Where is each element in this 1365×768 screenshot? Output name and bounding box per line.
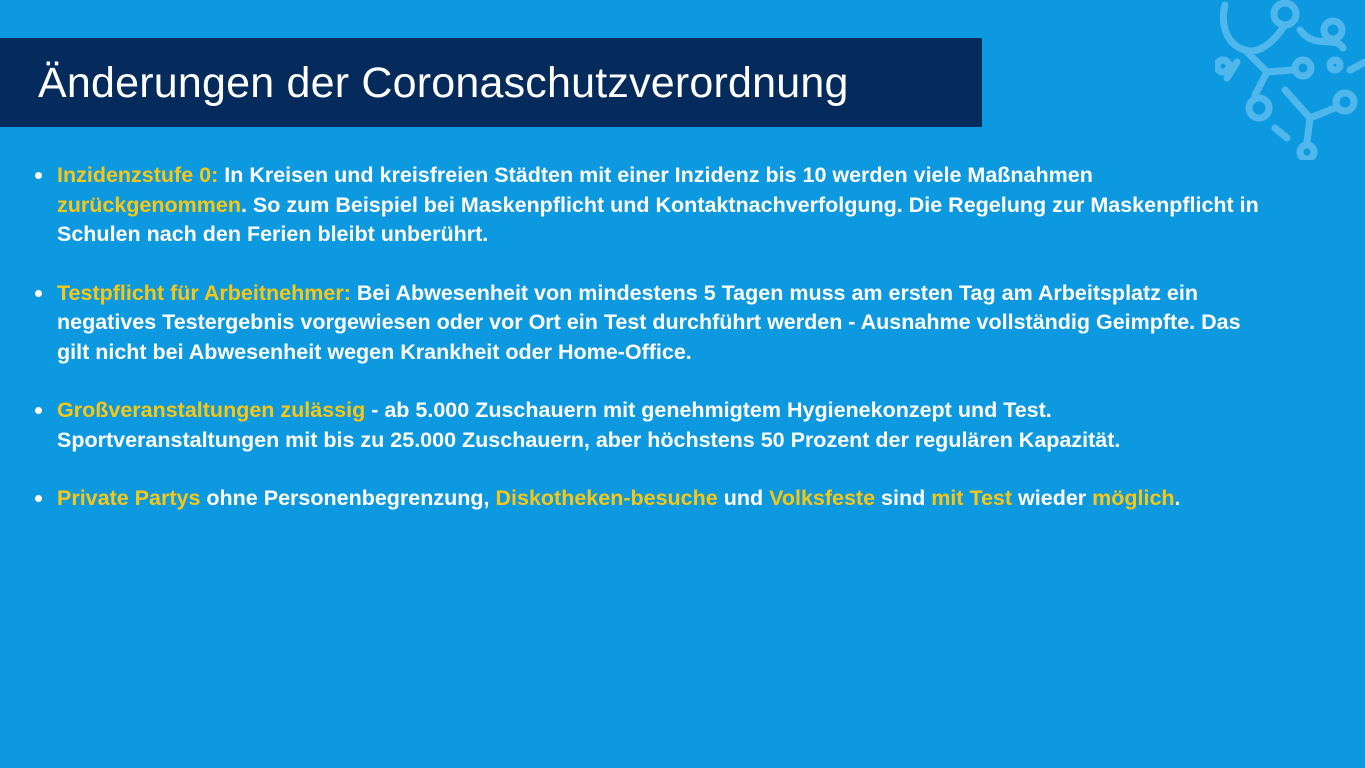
bullet-dot-icon (35, 290, 42, 297)
bullet-item (32, 484, 1262, 514)
bullet-dot-icon (35, 407, 42, 414)
highlighted-text: Diskotheken-besuche (495, 486, 718, 510)
bullet-dot-icon (35, 172, 42, 179)
bullet-text: sind (875, 486, 932, 510)
bullet-item (32, 279, 1262, 368)
bullet-text: ohne Personenbegrenzung, (200, 486, 496, 510)
bullet-text: - ab 5.000 Zuschauern mit genehmigtem Hygienekonzept und Test. Sportveranstaltungen mit bis zu 25.000 Zuschauern, aber höchstens 50 Prozent der regulären Kapazität. (57, 398, 1121, 452)
highlighted-text: Volksfeste (769, 486, 876, 510)
highlighted-text: Private Partys (57, 486, 201, 510)
bullet-text: . (1174, 486, 1181, 510)
bullet-text: . So zum Beispiel bei Maskenpflicht und Kontaktnachverfolgung. Die Regelung zur Maskenpflicht in Schulen nach den Ferien bleibt unberührt. (57, 192, 1259, 246)
bullet-dot-icon (35, 495, 42, 502)
bullet-text: wieder (1012, 486, 1093, 510)
bullet-text: Bei Abwesenheit von mindestens 5 Tagen muss am ersten Tag am Arbeitsplatz ein negatives Testergebnis vorgewiesen oder vor Ort ein Test durchführt werden - Ausnahme vollständig Geimpfte. Das gilt nicht bei Abwesenheit wegen Krankheit oder Home-Office. (57, 280, 1241, 364)
highlighted-text: Großveranstaltungen zulässig (57, 398, 366, 422)
bullet-text: In Kreisen und kreisfreien Städten mit einer Inzidenz bis 10 werden viele Maßnahmen (218, 163, 1093, 187)
virus-icon (1215, 0, 1365, 160)
bullet-item (32, 396, 1262, 455)
bullet-list (32, 161, 1262, 543)
highlighted-text: Testpflicht für Arbeitnehmer: (57, 280, 351, 305)
highlighted-text: Inzidenzstufe 0: (57, 163, 219, 187)
page-title: Änderungen der Coronaschutzverordnung (38, 59, 849, 107)
title-bar (0, 38, 982, 127)
highlighted-text: zurückgenommen (57, 192, 241, 217)
bullet-text: und (717, 486, 770, 510)
highlighted-text: mit Test (931, 486, 1013, 510)
bullet-item (32, 161, 1262, 250)
highlighted-text: möglich (1092, 486, 1175, 510)
